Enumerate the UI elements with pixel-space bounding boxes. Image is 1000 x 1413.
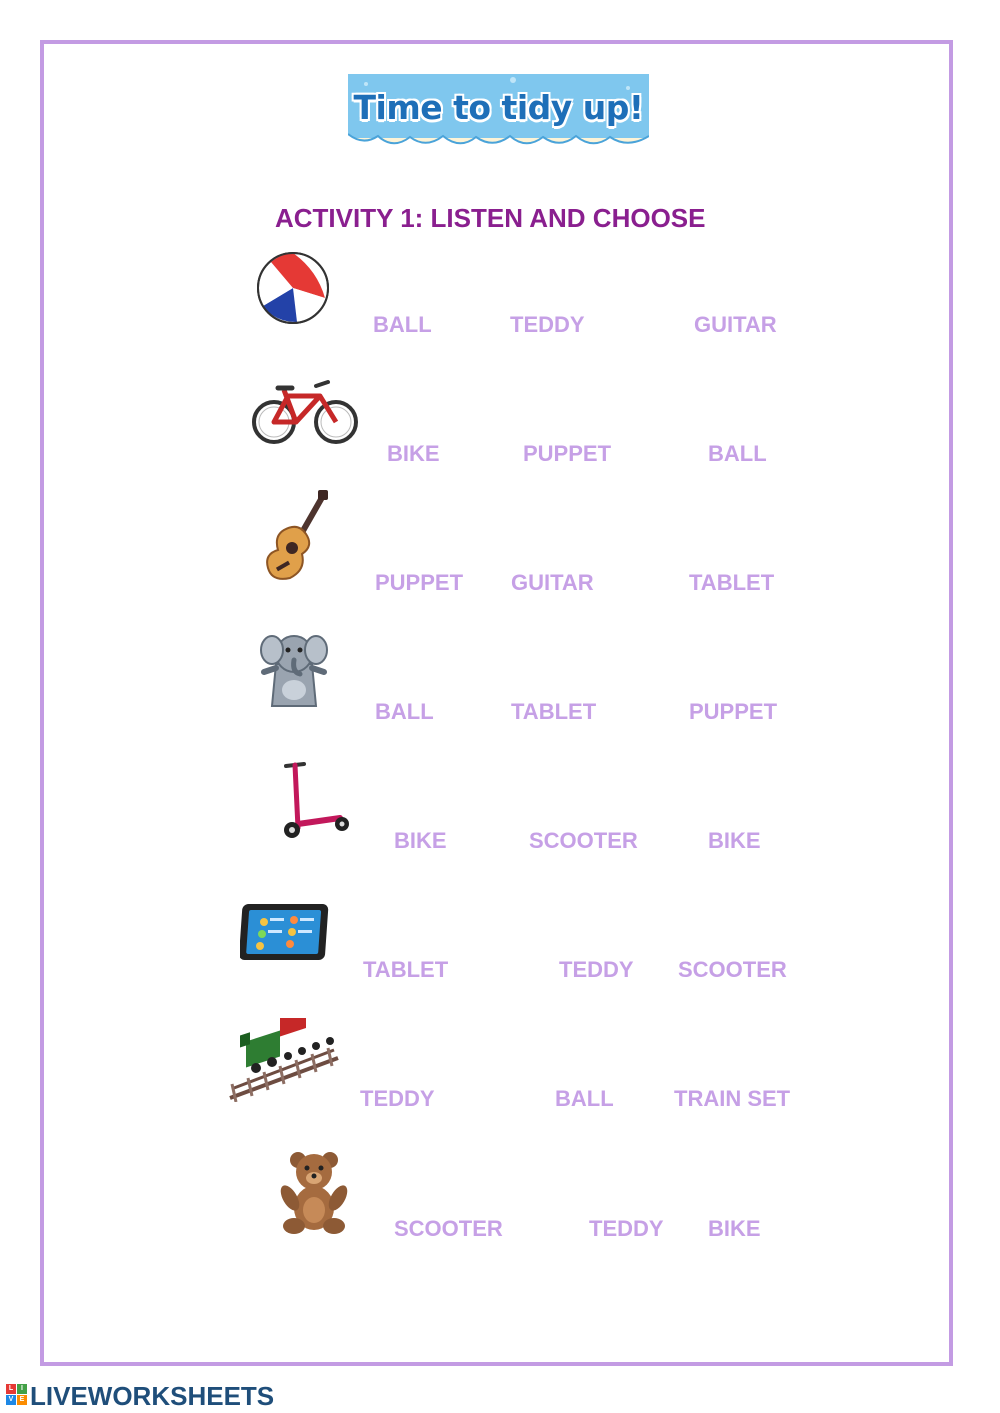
row-5-option-3[interactable]: BIKE: [708, 828, 761, 853]
worksheet-frame: [40, 40, 953, 1366]
row-1-option-1[interactable]: BALL: [373, 312, 432, 337]
activity-title: ACTIVITY 1: LISTEN AND CHOOSE: [275, 203, 706, 233]
title-banner: [348, 74, 649, 156]
tablet-icon: [240, 898, 332, 969]
row-7-option-2[interactable]: BALL: [555, 1086, 614, 1111]
bicycle-icon: [250, 378, 360, 451]
row-1-option-3[interactable]: GUITAR: [694, 312, 777, 337]
row-6-option-2[interactable]: TEDDY: [559, 957, 634, 982]
row-5-option-2[interactable]: SCOOTER: [529, 828, 638, 853]
row-4-option-1[interactable]: BALL: [375, 699, 434, 724]
row-3-option-1[interactable]: PUPPET: [375, 570, 464, 595]
logo-letter: V: [6, 1395, 16, 1405]
row-8-option-2[interactable]: TEDDY: [589, 1216, 664, 1241]
row-8-option-3[interactable]: BIKE: [708, 1216, 761, 1241]
row-4-option-3[interactable]: PUPPET: [689, 699, 778, 724]
brand-name: LIVEWORKSHEETS: [30, 1381, 275, 1411]
row-8-option-1[interactable]: SCOOTER: [394, 1216, 503, 1241]
row-2-option-2[interactable]: PUPPET: [523, 441, 612, 466]
row-2-option-3[interactable]: BALL: [708, 441, 767, 466]
logo-letter: I: [17, 1384, 27, 1394]
teddy-bear-icon: [276, 1150, 352, 1241]
row-2-option-1[interactable]: BIKE: [387, 441, 440, 466]
guitar-icon: [262, 490, 332, 587]
beach-ball-icon: [255, 250, 331, 331]
row-1-option-2[interactable]: TEDDY: [510, 312, 585, 337]
scooter-icon: [278, 760, 354, 847]
liveworksheets-logo-icon: [6, 1384, 28, 1406]
row-3-option-3[interactable]: TABLET: [689, 570, 775, 595]
logo-letter: L: [6, 1384, 16, 1394]
row-7-option-3[interactable]: TRAIN SET: [674, 1086, 791, 1111]
row-4-option-2[interactable]: TABLET: [511, 699, 597, 724]
row-3-option-2[interactable]: GUITAR: [511, 570, 594, 595]
row-6-option-3[interactable]: SCOOTER: [678, 957, 787, 982]
train-set-icon: [226, 1018, 340, 1107]
row-7-option-1[interactable]: TEDDY: [360, 1086, 435, 1111]
row-5-option-1[interactable]: BIKE: [394, 828, 447, 853]
banner-title: Time to tidy up!: [353, 88, 644, 127]
elephant-puppet-icon: [258, 628, 330, 717]
logo-letter: E: [17, 1395, 27, 1405]
row-6-option-1[interactable]: TABLET: [363, 957, 449, 982]
